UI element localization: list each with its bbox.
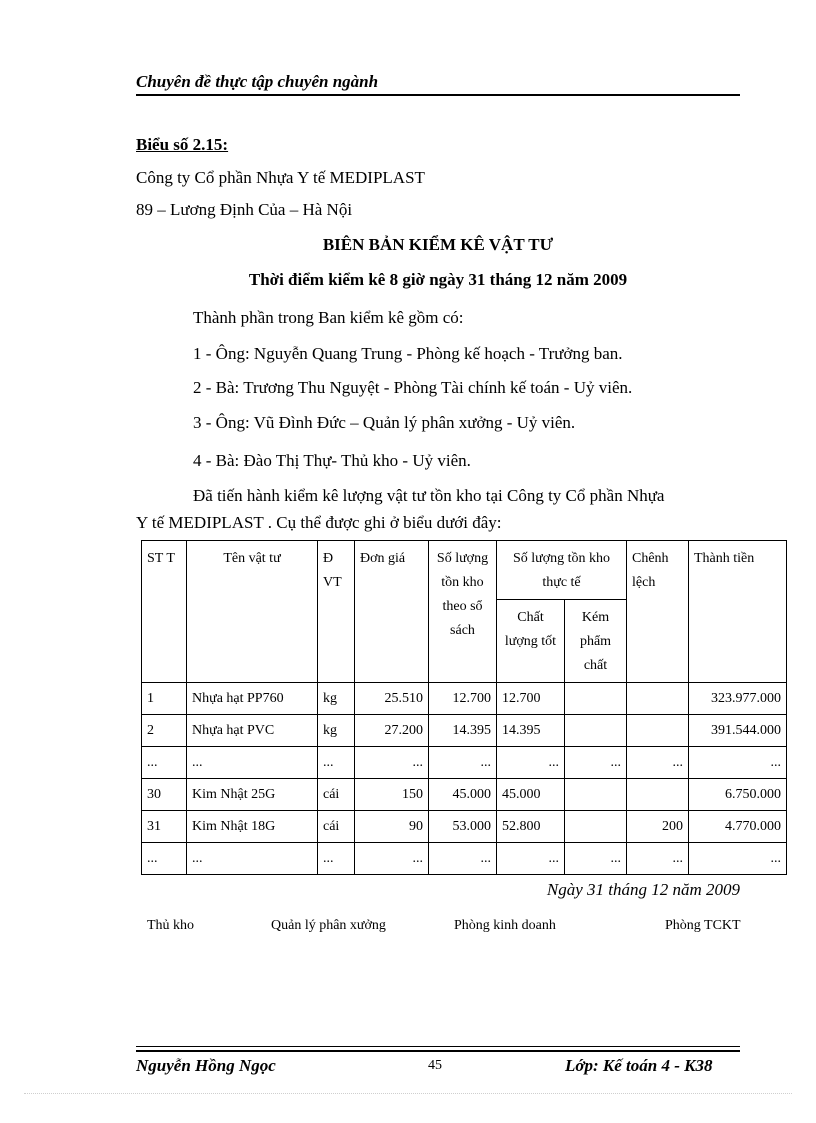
cell-price: 27.200 xyxy=(355,715,429,747)
cell-book-qty: ... xyxy=(429,843,497,875)
cell-good: 12.700 xyxy=(497,683,565,715)
cell-poor: ... xyxy=(565,747,627,779)
member-line: 3 - Ông: Vũ Đình Đức – Quản lý phân xưởng - Uỷ viên. xyxy=(193,413,576,432)
cell-price: 150 xyxy=(355,779,429,811)
cell-unit: kg xyxy=(318,683,355,715)
cell-poor: ... xyxy=(565,843,627,875)
cell-stt: 2 xyxy=(142,715,187,747)
cell-book-qty: 53.000 xyxy=(429,811,497,843)
form-number: Biểu số 2.15: xyxy=(136,135,229,154)
cell-total: ... xyxy=(689,843,787,875)
cell-good: ... xyxy=(497,843,565,875)
footer-author: Nguyễn Hồng Ngọc xyxy=(136,1056,276,1075)
table-row xyxy=(142,811,787,843)
cell-unit: kg xyxy=(318,715,355,747)
header-good: Chất lượng tốt xyxy=(497,600,565,683)
cell-good: 45.000 xyxy=(497,779,565,811)
cell-total: 6.750.000 xyxy=(689,779,787,811)
header-poor: Kém phẩm chất xyxy=(565,600,627,683)
cell-stt: 31 xyxy=(142,811,187,843)
header-diff: Chênh lệch xyxy=(627,541,689,683)
cell-stt: 1 xyxy=(142,683,187,715)
cell-unit: cái xyxy=(318,779,355,811)
inventory-table xyxy=(141,540,787,875)
paragraph-line-1: Đã tiến hành kiểm kê lượng vật tư tồn kho tại Công ty Cổ phần Nhựa xyxy=(193,486,665,505)
cell-total: 391.544.000 xyxy=(689,715,787,747)
cell-poor xyxy=(565,715,627,747)
page-header-title: Chuyên đề thực tập chuyên ngành xyxy=(136,72,740,96)
signature-finance-dept: Phòng TCKT xyxy=(665,918,741,933)
page-edge xyxy=(24,1093,792,1094)
signature-workshop-manager: Quản lý phân xưởng xyxy=(271,918,386,933)
cell-name: Nhựa hạt PVC xyxy=(187,715,318,747)
table-row xyxy=(142,747,787,779)
header-actual-qty: Số lượng tồn kho thực tế xyxy=(497,541,627,600)
header-name: Tên vật tư xyxy=(187,541,318,683)
cell-unit: ... xyxy=(318,747,355,779)
cell-total: 4.770.000 xyxy=(689,811,787,843)
cell-good: 14.395 xyxy=(497,715,565,747)
cell-price: ... xyxy=(355,747,429,779)
table-row xyxy=(142,683,787,715)
paragraph-line-2: Y tế MEDIPLAST . Cụ thể được ghi ở biểu dưới đây: xyxy=(136,513,502,532)
cell-book-qty: 12.700 xyxy=(429,683,497,715)
cell-stt: ... xyxy=(142,747,187,779)
cell-name: ... xyxy=(187,843,318,875)
document-subtitle: Thời điểm kiểm kê 8 giờ ngày 31 tháng 12 năm 2009 xyxy=(248,270,628,289)
signing-date: Ngày 31 tháng 12 năm 2009 xyxy=(546,880,740,899)
cell-unit: ... xyxy=(318,843,355,875)
footer-divider xyxy=(136,1046,740,1047)
member-line: 1 - Ông: Nguyễn Quang Trung - Phòng kế hoạch - Trưởng ban. xyxy=(193,344,623,363)
cell-total: 323.977.000 xyxy=(689,683,787,715)
company-name: Công ty Cổ phần Nhựa Y tế MEDIPLAST xyxy=(136,168,425,187)
cell-stt: 30 xyxy=(142,779,187,811)
header-total: Thành tiền xyxy=(689,541,787,683)
cell-diff xyxy=(627,683,689,715)
cell-name: Nhựa hạt PP760 xyxy=(187,683,318,715)
inventory-rows xyxy=(142,683,787,875)
cell-diff xyxy=(627,715,689,747)
cell-poor xyxy=(565,683,627,715)
page-number: 45 xyxy=(428,1058,442,1073)
table-row xyxy=(142,779,787,811)
cell-price: ... xyxy=(355,843,429,875)
header-unit: Đ VT xyxy=(318,541,355,683)
cell-price: 25.510 xyxy=(355,683,429,715)
cell-name: Kim Nhật 25G xyxy=(187,779,318,811)
cell-price: 90 xyxy=(355,811,429,843)
member-line: 2 - Bà: Trương Thu Nguyệt - Phòng Tài chính kế toán - Uỷ viên. xyxy=(193,378,633,397)
cell-book-qty: 14.395 xyxy=(429,715,497,747)
members-intro: Thành phần trong Ban kiểm kê gồm có: xyxy=(193,308,464,327)
cell-good: 52.800 xyxy=(497,811,565,843)
footer-class: Lớp: Kế toán 4 - K38 xyxy=(565,1056,713,1075)
cell-good: ... xyxy=(497,747,565,779)
document-title: BIÊN BẢN KIỂM KÊ VẬT TƯ xyxy=(322,235,554,254)
cell-poor xyxy=(565,779,627,811)
company-address: 89 – Lương Định Của – Hà Nội xyxy=(136,200,353,219)
table-row xyxy=(142,843,787,875)
table-row xyxy=(142,715,787,747)
member-line: 4 - Bà: Đào Thị Thự- Thủ kho - Uỷ viên. xyxy=(193,451,471,470)
signature-storekeeper: Thủ kho xyxy=(147,918,195,933)
cell-name: ... xyxy=(187,747,318,779)
signature-sales-dept: Phòng kinh doanh xyxy=(454,918,556,933)
cell-poor xyxy=(565,811,627,843)
footer-divider xyxy=(136,1050,740,1052)
cell-stt: ... xyxy=(142,843,187,875)
header-price: Đơn giá xyxy=(355,541,429,683)
cell-diff: ... xyxy=(627,843,689,875)
cell-diff: ... xyxy=(627,747,689,779)
header-stt: ST T xyxy=(142,541,187,683)
cell-unit: cái xyxy=(318,811,355,843)
cell-diff xyxy=(627,779,689,811)
cell-name: Kim Nhật 18G xyxy=(187,811,318,843)
cell-book-qty: 45.000 xyxy=(429,779,497,811)
cell-total: ... xyxy=(689,747,787,779)
header-book-qty: Số lượng tồn kho theo sổ sách xyxy=(429,541,497,683)
cell-book-qty: ... xyxy=(429,747,497,779)
cell-diff: 200 xyxy=(627,811,689,843)
